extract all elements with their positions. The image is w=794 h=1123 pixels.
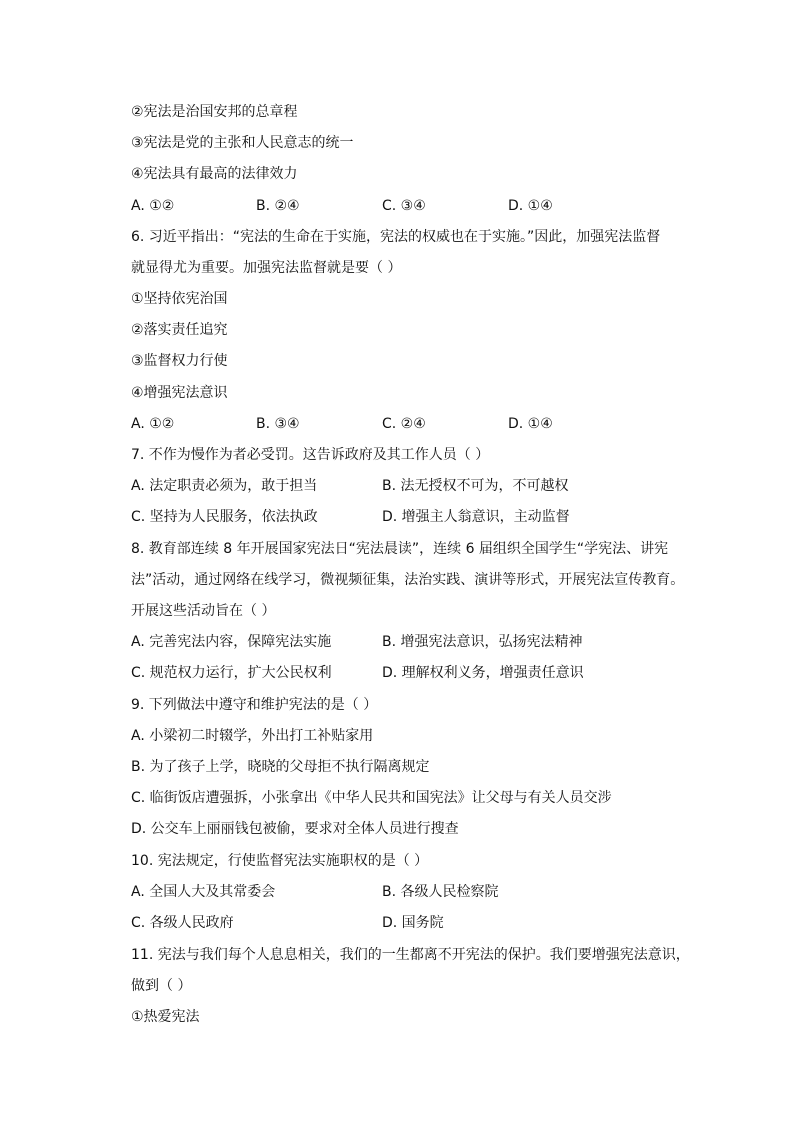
q7-option-b: B. 法无授权不可为，不可越权 (382, 478, 569, 494)
q8-option-c: C. 规范权力运行，扩大公民权利 (131, 665, 332, 681)
q8-option-a: A. 完善宪法内容，保障宪法实施 (131, 634, 332, 650)
q9-option-b: B. 为了孩子上学，晓晓的父母拒不执行隔离规定 (131, 759, 430, 775)
q5-option-b: B. ②④ (256, 198, 300, 214)
statement-3: ③宪法是党的主张和人民意志的统一 (131, 135, 354, 151)
q8-option-d: D. 理解权利义务，增强责任意识 (382, 665, 584, 681)
question-11-stem: 11. 宪法与我们每个人息息相关，我们的一生都离不开宪法的保护。我们要增强宪法意识， (131, 947, 690, 963)
q10-option-b: B. 各级人民检察院 (382, 884, 499, 900)
q9-option-c: C. 临街饭店遭强拆，小张拿出《中华人民共和国宪法》让父母与有关人员交涉 (131, 790, 612, 806)
statement-2: ②宪法是治国安邦的总章程 (131, 104, 298, 120)
question-6-stem: 6. 习近平指出：“宪法的生命在于实施，宪法的权威也在于实施。”因此，加强宪法监督 (131, 229, 661, 245)
q9-option-a: A. 小梁初二时辍学，外出打工补贴家用 (131, 728, 374, 744)
q8-option-b: B. 增强宪法意识，弘扬宪法精神 (382, 634, 583, 650)
q5-option-d: D. ①④ (508, 198, 553, 214)
q6-option-a: A. ①② (131, 416, 175, 432)
q10-option-a: A. 全国人大及其常委会 (131, 884, 276, 900)
q6-statement-1: ①坚持依宪治国 (131, 291, 228, 307)
q11-statement-1: ①热爱宪法 (131, 1009, 200, 1025)
question-9-stem: 9. 下列做法中遵守和维护宪法的是（ ） (131, 697, 378, 713)
question-7-stem: 7. 不作为慢作为者必受罚。这告诉政府及其工作人员（ ） (131, 447, 490, 463)
q6-statement-4: ④增强宪法意识 (131, 385, 228, 401)
q7-option-a: A. 法定职责必须为，敢于担当 (131, 478, 318, 494)
q10-option-c: C. 各级人民政府 (131, 915, 234, 931)
question-6-stem-cont: 就显得尤为重要。加强宪法监督就是要（ ） (131, 260, 402, 276)
q5-option-a: A. ①② (131, 198, 175, 214)
q6-option-c: C. ②④ (382, 416, 426, 432)
q10-option-d: D. 国务院 (382, 915, 444, 931)
question-8-stem: 8. 教育部连续 8 年开展国家宪法日“宪法晨读”，连续 6 届组织全国学生“学宪法、讲宪 (131, 541, 669, 557)
question-11-stem-cont: 做到（ ） (131, 978, 192, 994)
q6-statement-3: ③监督权力行使 (131, 353, 228, 369)
q6-option-b: B. ③④ (256, 416, 300, 432)
statement-4: ④宪法具有最高的法律效力 (131, 166, 298, 182)
question-8-stem-end: 开展这些活动旨在（ ） (131, 603, 276, 619)
q7-option-c: C. 坚持为人民服务，依法执政 (131, 509, 318, 525)
q5-option-c: C. ③④ (382, 198, 426, 214)
question-8-stem-cont: 法”活动，通过网络在线学习，微视频征集，法治实践、演讲等形式，开展宪法宣传教育。 (131, 572, 685, 588)
q6-statement-2: ②落实责任追究 (131, 322, 228, 338)
q6-option-d: D. ①④ (508, 416, 553, 432)
q9-option-d: D. 公交车上丽丽钱包被偷，要求对全体人员进行搜查 (131, 821, 459, 837)
q7-option-d: D. 增强主人翁意识，主动监督 (382, 509, 570, 525)
question-10-stem: 10. 宪法规定，行使监督宪法实施职权的是（ ） (131, 853, 429, 869)
